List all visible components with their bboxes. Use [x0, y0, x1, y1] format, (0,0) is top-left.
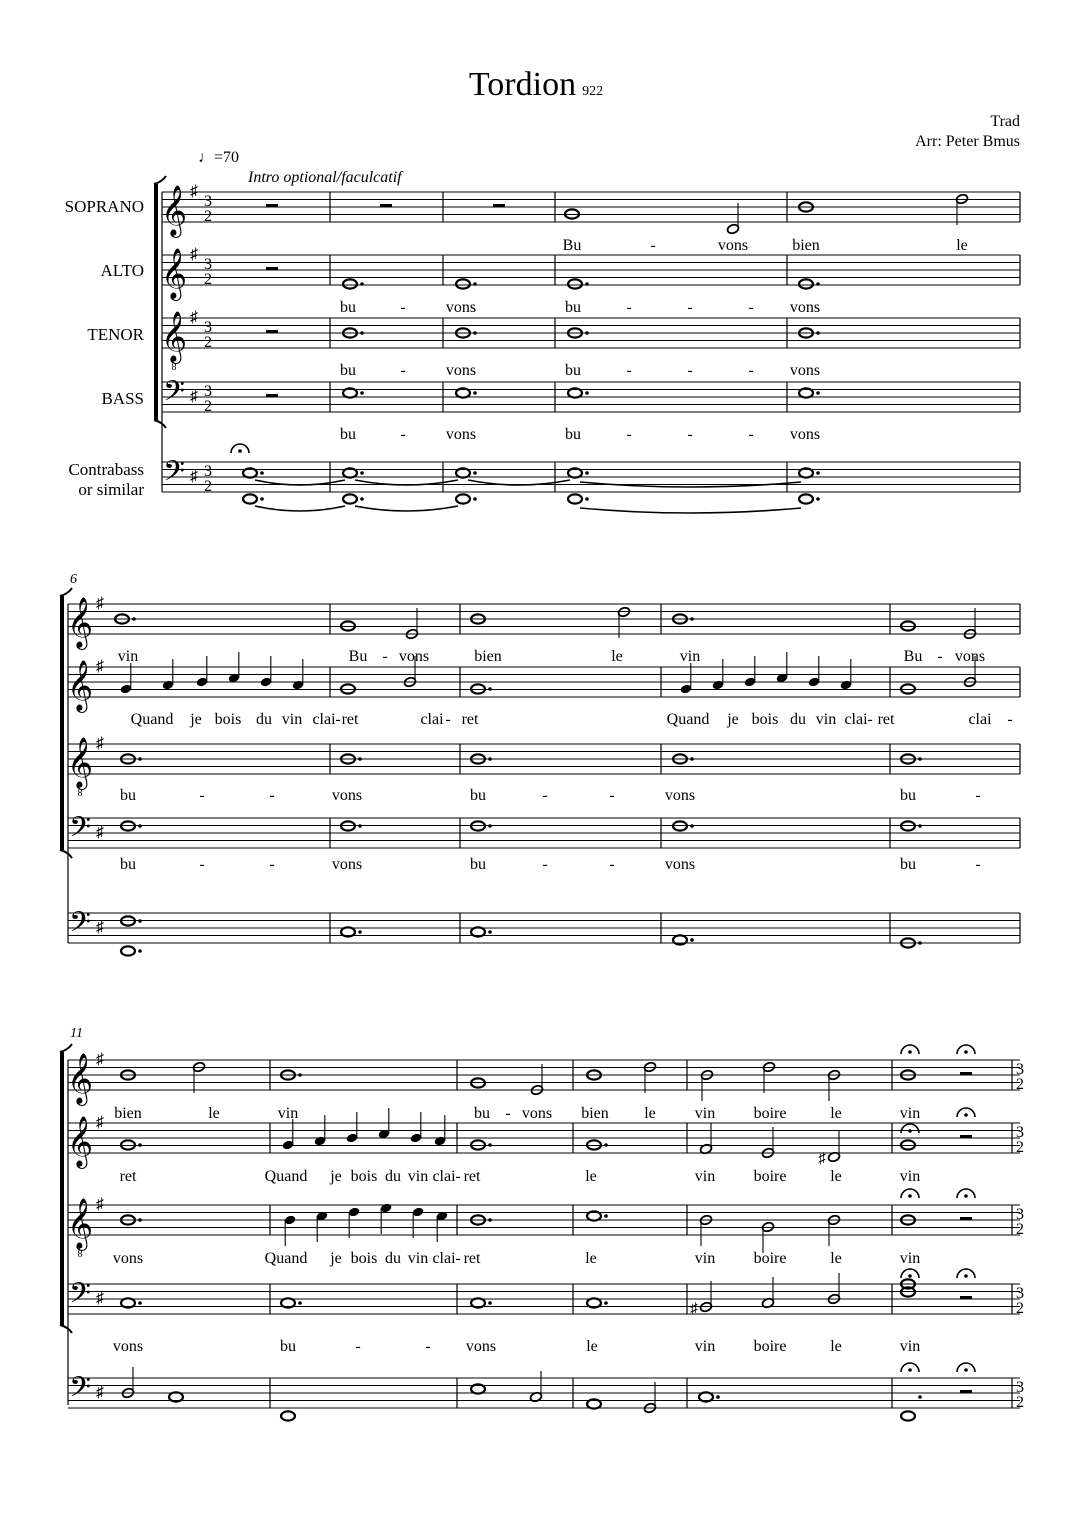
augmentation-dot — [138, 919, 142, 923]
whole-note — [568, 494, 582, 503]
lyric-syllable: le — [611, 648, 623, 665]
lyric-syllable: bien — [792, 237, 820, 254]
lyric-syllable: le — [644, 1105, 656, 1122]
sharp-icon: ♯ — [96, 658, 104, 675]
augmentation-dot — [690, 938, 694, 942]
fermata-dot — [964, 1368, 968, 1372]
lyric-syllable: Bu — [562, 237, 582, 254]
lyric-syllable: vin — [407, 1168, 429, 1185]
treble-clef-icon: 𝄞 — [66, 661, 94, 710]
lyric-syllable: - — [269, 856, 275, 873]
lyric-syllable: le — [830, 1250, 842, 1267]
contrabass-line2: or similar — [78, 479, 144, 499]
lyric-syllable: vons — [789, 362, 821, 379]
sharp-icon: ♯ — [690, 1301, 698, 1317]
time-signature-bottom: 2 — [204, 271, 212, 288]
lyric-syllable: - — [542, 787, 548, 804]
time-signature-top: 3 — [204, 383, 212, 400]
performance-direction: Intro optional/faculcatif — [248, 169, 402, 186]
bass-clef-icon: 𝄢 — [69, 908, 91, 945]
augmentation-dot — [132, 617, 136, 621]
lyric-syllable: - — [626, 426, 632, 443]
augmentation-dot — [918, 757, 922, 761]
lyric-syllable: boire — [753, 1168, 787, 1185]
treble-clef-icon: 𝄞 — [66, 1199, 94, 1248]
lyric-syllable: - — [455, 1250, 461, 1267]
fermata-dot — [964, 1050, 968, 1054]
lyric-syllable: - — [937, 648, 943, 665]
augmentation-dot — [585, 282, 589, 286]
lyric-syllable: - — [748, 362, 754, 379]
augmentation-dot — [816, 391, 820, 395]
lyric-syllable: vons — [664, 787, 696, 804]
lyric-syllable: vons — [789, 426, 821, 443]
time-signature-bottom: 2 — [204, 398, 212, 415]
lyric-syllable: vons — [112, 1338, 144, 1355]
augmentation-dot — [488, 1218, 492, 1222]
augmentation-dot — [716, 1395, 720, 1399]
lyric-syllable: clai — [844, 711, 868, 728]
fermata-dot — [238, 449, 242, 453]
lyric-syllable: vons — [445, 362, 477, 379]
time-signature-top: 3 — [1016, 1285, 1024, 1302]
augmentation-dot — [473, 331, 477, 335]
augmentation-dot — [816, 471, 820, 475]
lyric-syllable: bois — [350, 1168, 378, 1185]
time-signature-top: 3 — [1016, 1124, 1024, 1141]
augmentation-dot — [488, 687, 492, 691]
sharp-icon: ♯ — [190, 246, 198, 263]
lyric-syllable: - — [1007, 711, 1013, 728]
fermata-dot — [964, 1274, 968, 1278]
lyric-syllable: le — [586, 1338, 598, 1355]
augmentation-dot — [816, 497, 820, 501]
augmentation-dot — [585, 391, 589, 395]
treble-clef-icon: 𝄞 — [66, 598, 94, 647]
whole-rest — [493, 204, 505, 208]
treble-clef-icon: 𝄞 — [66, 1054, 94, 1103]
lyric-syllable: je — [727, 711, 739, 728]
augmentation-dot — [918, 941, 922, 945]
tie — [580, 508, 801, 513]
lyric-syllable: ret — [463, 1250, 481, 1267]
lyric-syllable: le — [830, 1338, 842, 1355]
time-signature-top: 3 — [204, 319, 212, 336]
lyric-syllable: - — [199, 787, 205, 804]
lyric-syllable: - — [609, 787, 615, 804]
bass-clef-icon: 𝄢 — [163, 457, 185, 494]
lyric-syllable: vin — [899, 1338, 921, 1355]
lyric-syllable: bu — [900, 787, 916, 804]
bracket-end — [60, 1325, 72, 1333]
measure-number-6: 6 — [70, 572, 77, 587]
lyric-syllable: - — [505, 1105, 511, 1122]
whole-note — [343, 279, 357, 288]
lyric-syllable: le — [585, 1250, 597, 1267]
lyric-syllable: Quand — [264, 1168, 308, 1185]
augmentation-dot — [360, 282, 364, 286]
bracket-end — [60, 1044, 72, 1052]
lyric-syllable: - — [975, 787, 981, 804]
lyric-syllable: du — [385, 1168, 401, 1185]
lyric-syllable: boire — [753, 1105, 787, 1122]
fermata-dot — [908, 1129, 912, 1133]
augmentation-dot — [298, 1073, 302, 1077]
augmentation-dot — [360, 471, 364, 475]
tie — [355, 506, 458, 511]
lyric-syllable: vin — [281, 711, 303, 728]
part-name-alto: ALTO — [100, 261, 144, 280]
lyric-syllable: vons — [789, 299, 821, 316]
whole-rest — [266, 267, 278, 271]
lyric-syllable: - — [748, 299, 754, 316]
augmentation-dot — [260, 497, 264, 501]
augmentation-dot — [360, 331, 364, 335]
time-signature-top: 3 — [204, 256, 212, 273]
lyric-syllable: bu — [340, 362, 356, 379]
lyric-syllable: vin — [899, 1105, 921, 1122]
lyric-syllable: bu — [120, 856, 136, 873]
lyric-syllable: le — [956, 237, 968, 254]
time-signature-top: 3 — [204, 463, 212, 480]
sharp-icon: ♯ — [190, 309, 198, 326]
lyric-syllable: le — [830, 1105, 842, 1122]
time-signature-bottom: 2 — [1016, 1221, 1024, 1238]
augmentation-dot — [918, 824, 922, 828]
lyric-syllable: vin — [694, 1168, 716, 1185]
octave-marker: 8 — [77, 788, 83, 799]
lyric-syllable: - — [975, 856, 981, 873]
sharp-icon: ♯ — [96, 919, 104, 936]
lyric-syllable: vin — [815, 711, 837, 728]
augmentation-dot — [473, 471, 477, 475]
lyric-syllable: vons — [465, 1338, 497, 1355]
octave-marker: 8 — [171, 362, 177, 373]
fermata-dot — [964, 1113, 968, 1117]
whole-rest — [960, 1296, 972, 1300]
sharp-icon: ♯ — [96, 1384, 104, 1401]
lyric-syllable: - — [542, 856, 548, 873]
augmentation-dot — [585, 497, 589, 501]
time-signature-bottom: 2 — [1016, 1300, 1024, 1317]
lyric-syllable: bu — [280, 1338, 296, 1355]
lyric-syllable: vin — [694, 1250, 716, 1267]
lyric-syllable: - — [609, 856, 615, 873]
sharp-icon: ♯ — [190, 388, 198, 405]
augmentation-dot — [690, 617, 694, 621]
treble-clef-icon: 𝄞 — [160, 312, 188, 361]
lyric-syllable: vons — [445, 299, 477, 316]
augmentation-dot — [604, 1143, 608, 1147]
bass-clef-icon: 𝄢 — [163, 377, 185, 414]
sharp-icon: ♯ — [96, 595, 104, 612]
lyric-syllable: bu — [565, 299, 581, 316]
augmentation-dot — [918, 1395, 922, 1399]
lyric-syllable: bu — [474, 1105, 490, 1122]
lyric-syllable: vons — [112, 1250, 144, 1267]
time-signature-bottom: 2 — [204, 334, 212, 351]
lyric-syllable: bu — [470, 787, 486, 804]
whole-rest — [266, 204, 278, 208]
lyric-syllable: bien — [581, 1105, 609, 1122]
whole-rest — [960, 1390, 972, 1394]
part-name-bass: BASS — [101, 389, 144, 408]
tie — [255, 506, 345, 511]
lyric-syllable: le — [208, 1105, 220, 1122]
lyric-syllable: je — [190, 711, 202, 728]
lyric-syllable: - — [626, 362, 632, 379]
augmentation-dot — [138, 949, 142, 953]
lyric-syllable: bu — [340, 299, 356, 316]
lyric-syllable: vons — [521, 1105, 553, 1122]
sharp-icon: ♯ — [96, 735, 104, 752]
augmentation-dot — [360, 391, 364, 395]
lyric-syllable: le — [585, 1168, 597, 1185]
lyric-syllable: vons — [445, 426, 477, 443]
lyric-syllable: - — [455, 1168, 461, 1185]
composer: Trad — [990, 113, 1020, 130]
lyric-syllable: ret — [341, 711, 359, 728]
augmentation-dot — [604, 1301, 608, 1305]
time-signature-bottom: 2 — [1016, 1394, 1024, 1411]
augmentation-dot — [488, 1143, 492, 1147]
lyric-syllable: - — [687, 426, 693, 443]
lyric-syllable: vons — [398, 648, 430, 665]
lyric-syllable: - — [400, 299, 406, 316]
lyric-syllable: vons — [331, 856, 363, 873]
augmentation-dot — [690, 824, 694, 828]
augmentation-dot — [488, 824, 492, 828]
lyric-syllable: vin — [679, 648, 701, 665]
lyric-syllable: - — [867, 711, 873, 728]
whole-note — [343, 494, 357, 503]
whole-rest — [380, 204, 392, 208]
lyric-syllable: Bu — [903, 648, 923, 665]
lyric-syllable: du — [790, 711, 806, 728]
augmentation-dot — [473, 497, 477, 501]
lyric-syllable: boire — [753, 1250, 787, 1267]
octave-marker: 8 — [77, 1249, 83, 1260]
time-signature-bottom: 2 — [1016, 1076, 1024, 1093]
lyric-syllable: vin — [277, 1105, 299, 1122]
augmentation-dot — [816, 282, 820, 286]
bracket-end — [60, 588, 72, 596]
augmentation-dot — [298, 1301, 302, 1305]
sharp-icon: ♯ — [96, 1290, 104, 1307]
treble-clef-icon: 𝄞 — [160, 186, 188, 235]
lyric-syllable: le — [830, 1168, 842, 1185]
lyric-syllable: vin — [899, 1168, 921, 1185]
lyric-syllable: Quand — [666, 711, 710, 728]
augmentation-dot — [585, 331, 589, 335]
tempo-marking: ♩=70 — [198, 149, 240, 166]
contrabass-line1: Contrabass — [68, 460, 144, 479]
lyric-syllable: vons — [954, 648, 986, 665]
augmentation-dot — [585, 471, 589, 475]
augmentation-dot — [473, 282, 477, 286]
lyric-syllable: bu — [120, 787, 136, 804]
fermata-dot — [908, 1274, 912, 1278]
sharp-icon: ♯ — [96, 1051, 104, 1068]
lyric-syllable: vin — [694, 1105, 716, 1122]
lyric-syllable: bu — [900, 856, 916, 873]
bracket-end — [154, 420, 166, 428]
augmentation-dot — [260, 471, 264, 475]
lyric-syllable: - — [650, 237, 656, 254]
part-name-soprano: SOPRANO — [64, 197, 144, 216]
lyric-syllable: bien — [114, 1105, 142, 1122]
whole-note — [456, 494, 470, 503]
augmentation-dot — [690, 757, 694, 761]
lyric-syllable: bu — [565, 362, 581, 379]
lyric-syllable: Quand — [264, 1250, 308, 1267]
measure-number-11: 11 — [70, 1026, 83, 1041]
augmentation-dot — [138, 824, 142, 828]
fermata-dot — [908, 1194, 912, 1198]
lyric-syllable: Quand — [130, 711, 174, 728]
sharp-icon: ♯ — [96, 824, 104, 841]
sharp-icon: ♯ — [96, 1196, 104, 1213]
fermata-dot — [908, 1368, 912, 1372]
lyric-syllable: - — [687, 299, 693, 316]
lyric-syllable: - — [748, 426, 754, 443]
augmentation-dot — [488, 930, 492, 934]
sharp-icon: ♯ — [818, 1151, 826, 1167]
lyric-syllable: - — [687, 362, 693, 379]
time-signature-bottom: 2 — [204, 208, 212, 225]
lyric-syllable: - — [400, 426, 406, 443]
lyric-syllable: vin — [899, 1250, 921, 1267]
lyric-syllable: - — [445, 711, 451, 728]
sharp-icon: ♯ — [96, 1114, 104, 1131]
treble-clef-icon: 𝄞 — [66, 738, 94, 787]
augmentation-dot — [138, 757, 142, 761]
whole-rest — [266, 330, 278, 334]
augmentation-dot — [358, 824, 362, 828]
whole-note — [456, 279, 470, 288]
time-signature-top: 3 — [1016, 1379, 1024, 1396]
lyric-syllable: bois — [214, 711, 242, 728]
lyric-syllable: - — [335, 711, 341, 728]
augmentation-dot — [138, 1301, 142, 1305]
whole-rest — [960, 1072, 972, 1076]
lyric-syllable: - — [355, 1338, 361, 1355]
bracket-end — [154, 176, 166, 184]
lyric-syllable: boire — [753, 1338, 787, 1355]
time-signature-top: 3 — [1016, 1061, 1024, 1078]
time-signature-bottom: 2 — [204, 478, 212, 495]
part-name-tenor: TENOR — [87, 325, 144, 344]
augmentation-dot — [473, 391, 477, 395]
lyric-syllable: bu — [340, 426, 356, 443]
augmentation-dot — [358, 757, 362, 761]
fermata-dot — [908, 1050, 912, 1054]
lyric-syllable: vin — [694, 1338, 716, 1355]
lyric-syllable: ret — [119, 1168, 137, 1185]
augmentation-dot — [358, 930, 362, 934]
bass-clef-icon: 𝄢 — [69, 813, 91, 850]
augmentation-dot — [138, 1218, 142, 1222]
lyric-syllable: ret — [463, 1168, 481, 1185]
time-signature-top: 3 — [1016, 1206, 1024, 1223]
lyric-syllable: du — [385, 1250, 401, 1267]
lyric-syllable: vons — [717, 237, 749, 254]
lyric-syllable: - — [269, 787, 275, 804]
bracket-end — [60, 850, 72, 858]
augmentation-dot — [138, 1143, 142, 1147]
lyric-syllable: du — [256, 711, 272, 728]
whole-note — [281, 1411, 295, 1420]
lyric-syllable: clai — [432, 1168, 456, 1185]
sharp-icon: ♯ — [190, 468, 198, 485]
lyric-syllable: bois — [350, 1250, 378, 1267]
title-text: Tordion — [468, 66, 577, 103]
lyric-syllable: clai — [420, 711, 444, 728]
whole-rest — [266, 394, 278, 398]
lyric-syllable: bu — [470, 856, 486, 873]
whole-note — [243, 494, 257, 503]
treble-clef-icon: 𝄞 — [160, 249, 188, 298]
lyric-syllable: clai — [968, 711, 992, 728]
bass-clef-icon: 𝄢 — [69, 1279, 91, 1316]
lyric-syllable: vons — [664, 856, 696, 873]
treble-clef-icon: 𝄞 — [66, 1117, 94, 1166]
title-number: 922 — [582, 84, 604, 99]
augmentation-dot — [488, 1301, 492, 1305]
lyric-syllable: clai — [432, 1250, 456, 1267]
whole-note — [121, 946, 135, 955]
augmentation-dot — [488, 757, 492, 761]
whole-rest — [960, 1135, 972, 1139]
whole-note — [799, 279, 813, 288]
lyric-syllable: bois — [751, 711, 779, 728]
augmentation-dot — [604, 1214, 608, 1218]
sharp-icon: ♯ — [190, 183, 198, 200]
lyric-syllable: vons — [331, 787, 363, 804]
lyric-syllable: vin — [407, 1250, 429, 1267]
lyric-syllable: je — [330, 1250, 342, 1267]
arranger: Arr: Peter Bmus — [915, 133, 1020, 150]
lyric-syllable: - — [626, 299, 632, 316]
lyric-syllable: - — [425, 1338, 431, 1355]
lyric-syllable: ret — [877, 711, 895, 728]
whole-rest — [960, 1217, 972, 1221]
lyric-syllable: - — [199, 856, 205, 873]
whole-note — [901, 1411, 915, 1420]
lyric-syllable: bu — [565, 426, 581, 443]
time-signature-top: 3 — [204, 193, 212, 210]
lyric-syllable: - — [400, 362, 406, 379]
time-signature-bottom: 2 — [1016, 1139, 1024, 1156]
lyric-syllable: ret — [461, 711, 479, 728]
lyric-syllable: vin — [117, 648, 139, 665]
whole-note — [799, 494, 813, 503]
whole-note — [568, 279, 582, 288]
lyric-syllable: je — [330, 1168, 342, 1185]
bass-clef-icon: 𝄢 — [69, 1373, 91, 1410]
lyric-syllable: bien — [474, 648, 502, 665]
lyric-syllable: Bu — [348, 648, 368, 665]
augmentation-dot — [360, 497, 364, 501]
lyric-syllable: clai — [312, 711, 336, 728]
fermata-dot — [964, 1194, 968, 1198]
augmentation-dot — [816, 331, 820, 335]
lyric-syllable: - — [382, 648, 388, 665]
